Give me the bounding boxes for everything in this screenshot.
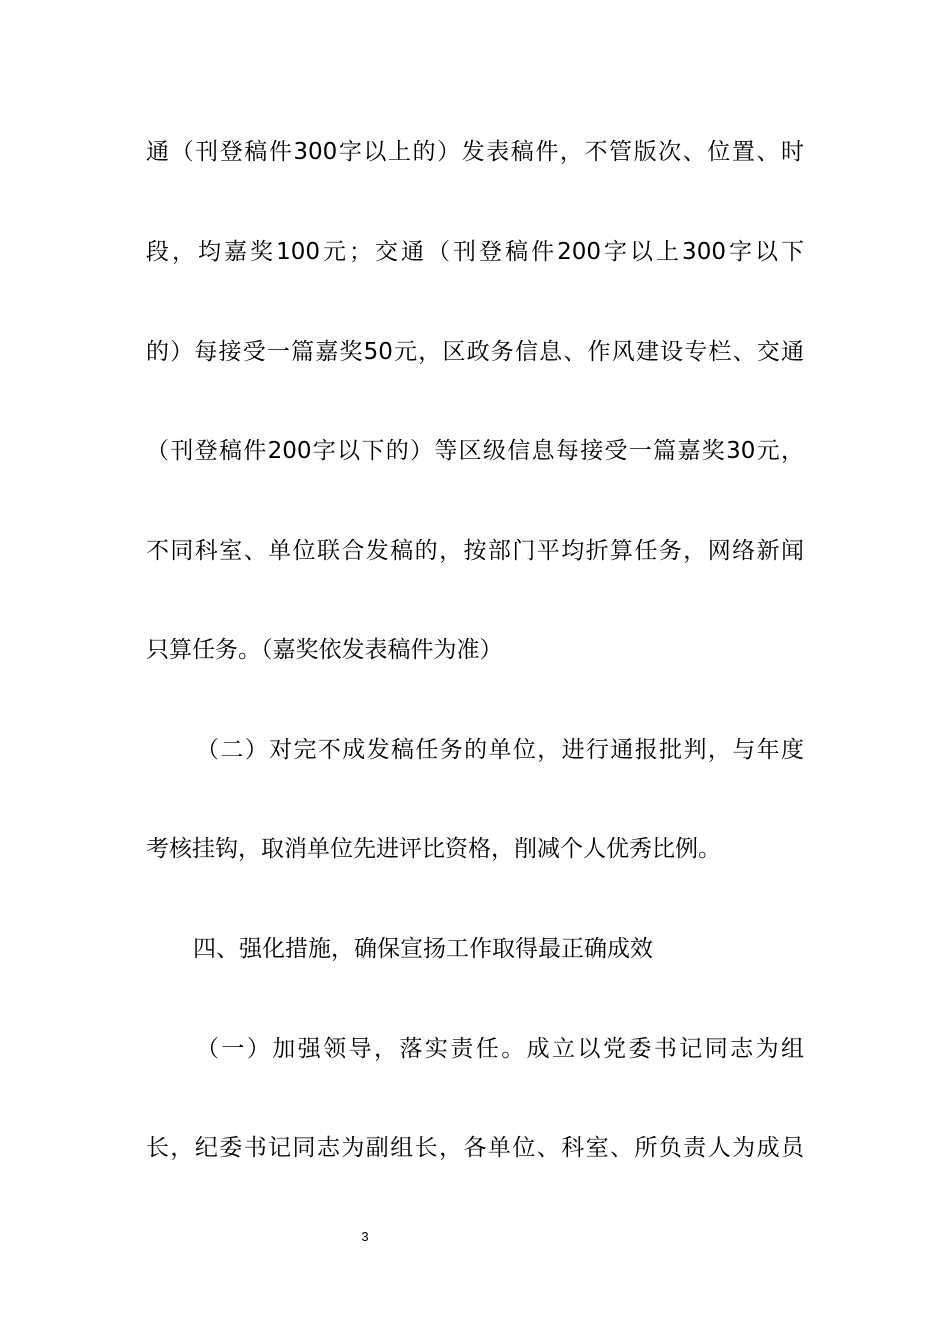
paragraph-line: （一）加强领导，落实责任。成立以党委书记同志为组 <box>196 1036 804 1062</box>
page-number: 3 <box>361 1229 369 1244</box>
paragraph-line: （刊登稿件200字以下的）等区级信息每接受一篇嘉奖30元， <box>146 438 804 464</box>
paragraph-line: 只算任务。（嘉奖依发表稿件为准） <box>146 637 503 663</box>
paragraph-line: （二）对完不成发稿任务的单位，进行通报批判，与年度 <box>196 737 804 763</box>
paragraph-line: 考核挂钩，取消单位先进评比资格，削减个人优秀比例。 <box>146 836 721 862</box>
paragraph-line: 段，均嘉奖100元；交通（刊登稿件200字以上300字以下 <box>146 239 804 265</box>
paragraph-line: 不同科室、单位联合发稿的，按部门平均折算任务，网络新闻 <box>146 538 804 564</box>
section-heading: 四、强化措施，确保宣扬工作取得最正确成效 <box>193 936 653 962</box>
paragraph-line: 通（刊登稿件300字以上的）发表稿件，不管版次、位置、时 <box>146 139 804 165</box>
paragraph-line: 长，纪委书记同志为副组长，各单位、科室、所负责人为成员 <box>146 1135 804 1161</box>
paragraph-line: 的）每接受一篇嘉奖50元，区政务信息、作风建设专栏、交通 <box>146 339 804 365</box>
